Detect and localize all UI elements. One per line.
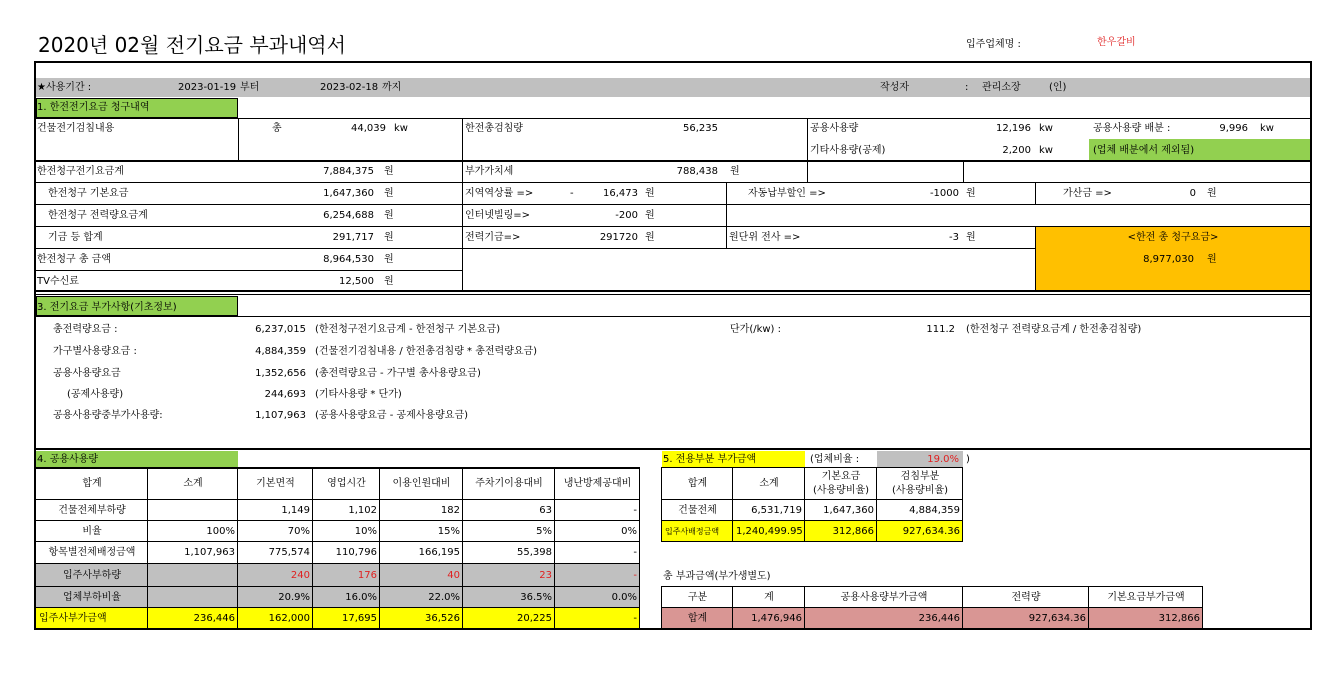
table-cell (962, 607, 1089, 629)
table-cell (379, 563, 463, 587)
table-cell-text: 10% (354, 525, 377, 537)
column-header (804, 586, 963, 608)
grand-total-value: 8,977,030 (1143, 254, 1194, 265)
column-header-text: 공용사용량부가금액 (840, 591, 928, 603)
table-cell-text: 100% (206, 525, 235, 537)
column-header-text: (사용량비율) (891, 485, 949, 496)
info-note: (공용사용량요금 - 공제사용량요금) (315, 410, 469, 421)
table-cell-text: 162,000 (268, 612, 310, 624)
column-header-text: 소계 (759, 478, 779, 489)
building-meter-value: 44,039 (351, 123, 386, 134)
tv-value: 12,500 (339, 276, 374, 287)
power-fund-value: 291720 (599, 232, 638, 243)
table-cell (147, 563, 238, 587)
other-usage-value: 2,200 (1002, 145, 1031, 156)
tenant-label: 입주업체명 : (966, 39, 1021, 50)
vat-value: 788,438 (676, 166, 718, 177)
regional-dash: - (570, 188, 574, 199)
info-value: 4,884,359 (255, 346, 306, 357)
row-label-text: 입주사부가금액 (39, 612, 107, 624)
cell-text: 4,884,359 (909, 504, 960, 516)
table-cell-text: 5% (536, 525, 552, 537)
table-cell-text: 55,398 (517, 547, 552, 558)
basic-label: 한전청구 기본요금 (48, 188, 129, 199)
row-label (35, 563, 148, 587)
cell-text: 1,476,946 (751, 612, 802, 624)
table-cell-text: 20.9% (278, 591, 310, 603)
table-cell (462, 520, 555, 542)
unit-price-note: (한전청구 전력량요금계 / 한전총검침량) (966, 324, 1142, 335)
row-label-text: 비율 (82, 525, 102, 537)
autopay-value: -1000 (929, 188, 959, 199)
table-cell (379, 586, 463, 608)
info-label: 총전력량요금 : (53, 324, 118, 335)
column-header-text: 합계 (82, 478, 102, 489)
table-cell (312, 520, 380, 542)
table-cell (312, 499, 380, 521)
common-usage-label: 공용사용량 (810, 123, 859, 134)
table-cell (147, 607, 238, 629)
column-header (554, 467, 640, 500)
table-cell-text: 36.5% (520, 591, 552, 603)
energy-value: 6,254,688 (323, 210, 374, 221)
row-label (35, 499, 148, 521)
row-label-text: 업체부하비율 (63, 591, 121, 603)
row-label (35, 607, 148, 629)
won: 원 (730, 166, 740, 177)
won: 원 (384, 254, 394, 265)
row-label (661, 499, 733, 521)
common-usage-value: 12,196 (996, 123, 1031, 134)
writer-label: 작성자 (880, 82, 909, 93)
table-cell (554, 607, 640, 629)
kepco-sum-label: 한전청구 총 금액 (37, 254, 111, 265)
autopay-label: 자동납부할인 => (748, 188, 826, 199)
won: 원 (1207, 254, 1217, 265)
column-header (661, 467, 733, 500)
table-cell-text: 22.0% (428, 591, 460, 603)
section5-title: 5. 전용부분 부가금액 (663, 454, 757, 465)
column-header-text: 기본요금 (821, 471, 861, 482)
column-header (312, 467, 380, 500)
writer-name: 관리소장 (982, 82, 1021, 93)
won: 원 (1207, 188, 1217, 199)
section1-title: 1. 한전전기요금 청구내역 (37, 102, 150, 113)
unit-price-value: 111.2 (926, 324, 955, 335)
column-header (804, 467, 877, 500)
info-note: (건물전기검침내용 / 한전총검침량 * 총전력량요금) (315, 346, 538, 357)
table-cell-text: 40 (447, 569, 460, 581)
charge-total-value: 7,884,375 (323, 166, 374, 177)
cell-text: 6,531,719 (751, 504, 802, 516)
won: 원 (966, 232, 976, 243)
row-label-text: 입주사부하량 (63, 569, 121, 581)
table-cell (379, 541, 463, 564)
table-cell (312, 541, 380, 564)
column-header (732, 586, 805, 608)
info-label: 가구별사용량요금 : (53, 346, 137, 357)
period-label: ★사용기간 : (37, 82, 92, 93)
table-cell-text: 0% (621, 525, 637, 537)
row-label-text: 항목별전체배정금액 (48, 547, 136, 558)
kepco-total-label: 한전총검침량 (465, 123, 523, 134)
info-value: 1,107,963 (255, 410, 306, 421)
column-header-text: 영업시간 (327, 478, 366, 489)
kepco-sum-value: 8,964,530 (323, 254, 374, 265)
table-cell-text: 0.0% (611, 591, 637, 603)
table-cell (804, 520, 877, 542)
grand-total-label: <한전 총 청구요금> (1127, 232, 1219, 243)
table-cell-text: 17,695 (342, 612, 377, 624)
ratio-label: (업체비율 : (810, 454, 860, 465)
table-cell (732, 499, 805, 521)
table-cell (237, 607, 313, 629)
info-label: (공제사용량) (67, 389, 124, 400)
won: 원 (645, 210, 655, 221)
table-cell (379, 520, 463, 542)
table-cell-text: 240 (290, 569, 310, 581)
row-label (661, 607, 733, 629)
column-header (147, 467, 238, 500)
table-cell-text: 110,796 (335, 547, 377, 558)
column-header-text: 검침부분 (900, 471, 940, 482)
info-value: 1,352,656 (255, 368, 306, 379)
vat-label: 부가가치세 (465, 166, 514, 177)
table-cell (312, 586, 380, 608)
table-cell-text: - (633, 612, 637, 624)
won: 원 (384, 276, 394, 287)
column-header (661, 586, 733, 608)
table-cell (554, 541, 640, 564)
energy-label: 한전청구 전력량요금계 (48, 210, 148, 221)
table-cell (147, 499, 238, 521)
column-header (1088, 586, 1203, 608)
column-header-text: (사용량비율) (812, 485, 870, 496)
table-cell-text: 166,195 (418, 547, 460, 558)
table-cell-text: 176 (357, 569, 377, 581)
table-cell (804, 499, 877, 521)
period-from-suffix: 부터 (240, 82, 260, 93)
table-cell (462, 499, 555, 521)
table-cell-text: 63 (539, 504, 552, 516)
table-cell (732, 520, 805, 542)
common-alloc-value: 9,996 (1219, 123, 1248, 134)
column-header (35, 467, 148, 500)
table-cell-text: 15% (437, 525, 460, 537)
table-cell-text: - (633, 547, 637, 558)
round-value: -3 (949, 232, 959, 243)
table-cell-text: 70% (287, 525, 310, 537)
won: 원 (645, 232, 655, 243)
column-header-text: 이용인원대비 (392, 478, 451, 489)
common-alloc-label: 공용사용량 배분 : (1093, 123, 1171, 134)
unit-kw: kw (1039, 145, 1053, 156)
info-label: 공용사용량중부가사용량: (53, 410, 163, 421)
row-label (35, 520, 148, 542)
table-cell (147, 520, 238, 542)
row-label-text: 입주사배정금액 (665, 526, 720, 536)
row-label-text: 건물전체 (678, 504, 717, 516)
table-cell-text: 16.0% (345, 591, 377, 603)
won: 원 (966, 188, 976, 199)
table-cell (237, 520, 313, 542)
table-cell (554, 586, 640, 608)
fund-label: 기금 등 합계 (48, 232, 103, 243)
writer-colon: : (965, 82, 969, 93)
period-to-suffix: 까지 (382, 82, 402, 93)
won: 원 (384, 210, 394, 221)
info-note: (한전청구전기요금계 - 한전청구 기본요금) (315, 324, 501, 335)
tv-label: TV수신료 (37, 276, 79, 287)
table-cell (379, 499, 463, 521)
table-cell-text: 1,102 (348, 504, 377, 516)
table-cell-text: 775,574 (268, 547, 310, 558)
round-label: 원단위 전사 => (729, 232, 801, 243)
other-usage-label: 기타사용량(공제) (810, 145, 886, 156)
regional-label: 지역역상률 => (465, 188, 534, 199)
table-cell (462, 586, 555, 608)
won: 원 (384, 232, 394, 243)
row-label (35, 541, 148, 564)
table-cell-text: 1,107,963 (184, 547, 235, 558)
table-cell (237, 541, 313, 564)
table-cell (732, 607, 805, 629)
column-header-text: 소계 (183, 478, 203, 489)
table-cell (312, 563, 380, 587)
cell-text: 1,240,499.95 (736, 525, 803, 537)
row-label-text: 합계 (687, 612, 708, 624)
table-cell-text: 23 (539, 569, 552, 581)
writer-seal: (인) (1049, 82, 1067, 93)
total-label: 총 (272, 123, 282, 134)
table-cell (876, 520, 963, 542)
table-cell (462, 607, 555, 629)
info-label: 공용사용량요금 (53, 368, 121, 379)
column-header-text: 전력량 (1011, 591, 1041, 603)
table-cell (462, 541, 555, 564)
regional-value: 16,473 (603, 188, 638, 199)
section3-title: 3. 전기요금 부가사항(기초정보) (37, 302, 177, 313)
charge-total-label: 한전청구전기요금계 (37, 166, 124, 177)
other-note: (업체 배분에서 제외됨) (1093, 145, 1195, 156)
period-to: 2023-02-18 (320, 82, 379, 93)
cell-text: 927,634.36 (902, 525, 960, 537)
column-header-text: 기본요금부가금액 (1107, 591, 1185, 603)
column-header (962, 586, 1089, 608)
period-from: 2023-01-19 (178, 82, 237, 93)
table-cell-text: - (633, 504, 637, 516)
table-cell (554, 563, 640, 587)
table-cell-text: 36,526 (425, 612, 460, 624)
column-header-text: 계 (764, 591, 774, 603)
surcharge-value: 0 (1189, 188, 1196, 199)
fund-value: 291,717 (332, 232, 374, 243)
column-header-text: 주차기이용대비 (475, 478, 543, 489)
building-meter-label: 건물전기검침내용 (37, 123, 115, 134)
column-header (732, 467, 805, 500)
cell-text: 312,866 (1158, 612, 1200, 624)
table-cell-text: 1,149 (281, 504, 310, 516)
summary-title: 총 부과금액(부가생별도) (663, 571, 771, 582)
surcharge-label: 가산금 => (1063, 188, 1112, 199)
table-cell (554, 520, 640, 542)
column-header (379, 467, 463, 500)
table-cell (462, 563, 555, 587)
table-cell-text: 236,446 (193, 612, 235, 624)
unit-kw: kw (1260, 123, 1274, 134)
column-header (876, 467, 963, 500)
ratio-value: 19.0% (927, 454, 959, 465)
unit-kw: kw (394, 123, 408, 134)
table-cell (237, 563, 313, 587)
page-title: 2020년 02월 전기요금 부과내역서 (38, 33, 346, 57)
power-fund-label: 전력기금=> (465, 232, 521, 243)
won: 원 (384, 166, 394, 177)
column-header-text: 기본면적 (256, 478, 295, 489)
table-cell (147, 586, 238, 608)
table-cell (876, 499, 963, 521)
column-header (462, 467, 555, 500)
cell-text: 927,634.36 (1028, 612, 1086, 624)
won: 원 (645, 188, 655, 199)
table-cell (804, 607, 963, 629)
column-header-text: 구분 (687, 591, 708, 603)
table-cell (379, 607, 463, 629)
table-cell (1088, 607, 1203, 629)
basic-value: 1,647,360 (323, 188, 374, 199)
table-cell (147, 541, 238, 564)
table-cell (237, 586, 313, 608)
kepco-total-value: 56,235 (683, 123, 718, 134)
ratio-close: ) (966, 454, 970, 465)
column-header-text: 냉난방제공대비 (563, 478, 632, 489)
cell-text: 236,446 (918, 612, 960, 624)
row-label (35, 586, 148, 608)
table-cell (312, 607, 380, 629)
tenant-name: 한우갈비 (1097, 37, 1136, 48)
row-label (661, 520, 733, 542)
internet-value: -200 (615, 210, 638, 221)
table-cell-text: - (633, 569, 637, 581)
column-header (237, 467, 313, 500)
section4-title: 4. 공용사용량 (37, 454, 99, 465)
info-note: (기타사용량 * 단가) (315, 389, 402, 400)
info-value: 244,693 (264, 389, 306, 400)
table-cell (237, 499, 313, 521)
row-label-text: 건물전체부하량 (58, 504, 126, 516)
column-header-text: 합계 (687, 478, 708, 489)
unit-kw: kw (1039, 123, 1053, 134)
cell-text: 1,647,360 (823, 504, 874, 516)
unit-price-label: 단가(/kw) : (730, 324, 782, 335)
info-value: 6,237,015 (255, 324, 306, 335)
table-cell-text: 182 (440, 504, 460, 516)
internet-label: 인터넷빌링=> (465, 210, 531, 221)
cell-text: 312,866 (832, 525, 874, 537)
won: 원 (384, 188, 394, 199)
table-cell (554, 499, 640, 521)
table-cell-text: 20,225 (517, 612, 552, 624)
info-note: (총전력량요금 - 가구별 총사용량요금) (315, 368, 481, 379)
